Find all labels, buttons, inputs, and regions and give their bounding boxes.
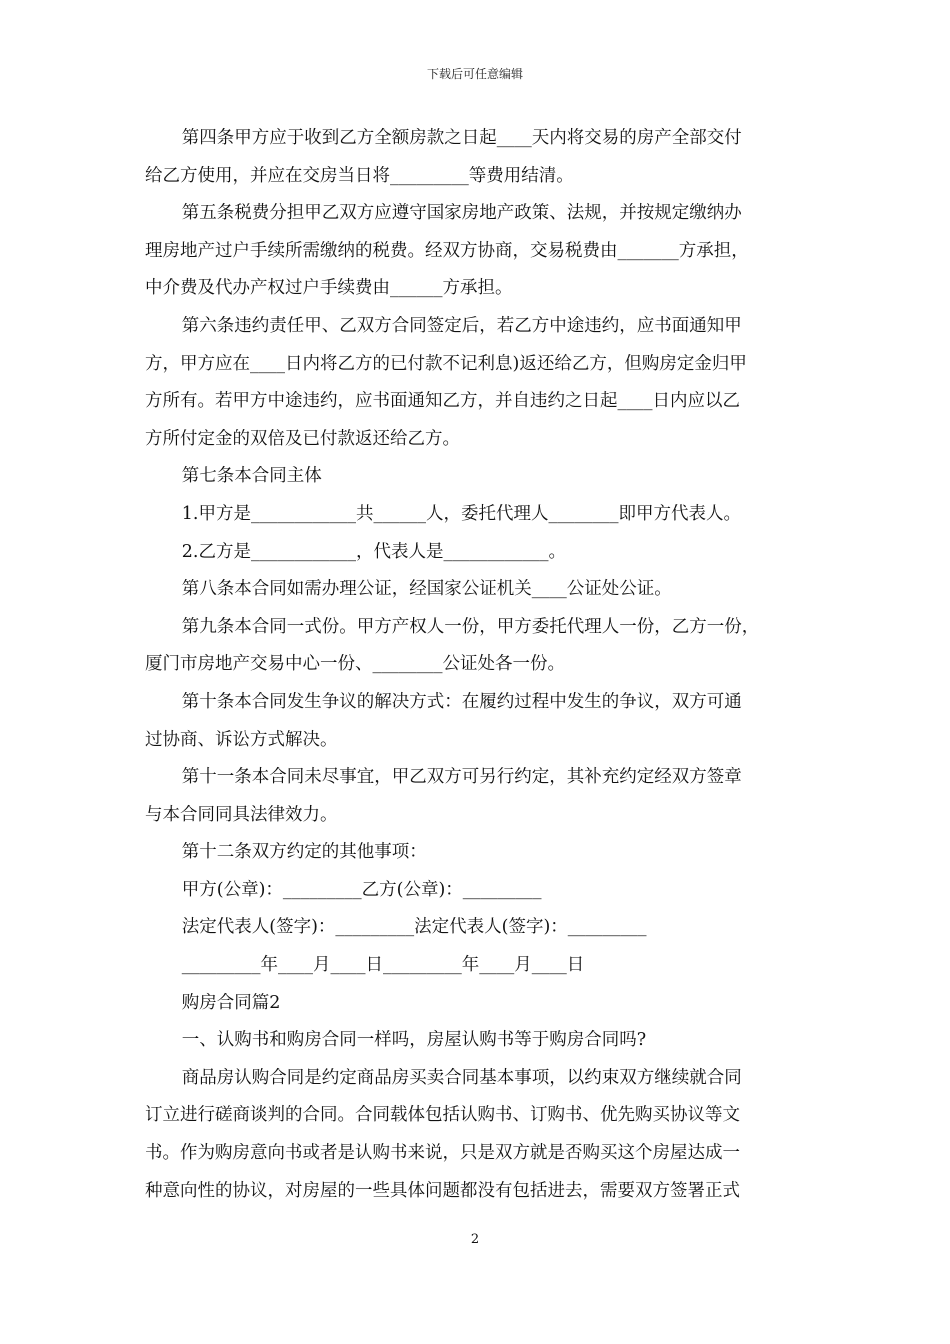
paragraph-party-b <box>145 534 809 572</box>
text-line: 过协商、诉讼方式解决。 <box>145 729 338 750</box>
text-line: 第九条本合同一式份。甲方产权人一份，甲方委托代理人一份，乙方一份， <box>181 616 760 637</box>
text-line: 理房地产过户手续所需缴纳的税费。经双方协商，交易税费由_______方承担， <box>145 240 749 261</box>
paragraph-party-a <box>145 496 809 534</box>
text-line: 法定代表人(签字)：_________法定代表人(签字)：_________ <box>181 917 647 938</box>
text-line: 第十条本合同发生争议的解决方式：在履约过程中发生的争议，双方可通 <box>181 691 742 712</box>
text-line: 方，甲方应在____日内将乙方的已付款不记利息)返还给乙方，但购房定金归甲 <box>145 353 747 374</box>
text-line: 方所付定金的双倍及已付款返还给乙方。 <box>145 428 460 449</box>
paragraph-article-10 <box>145 684 809 759</box>
text-line: 第十二条双方约定的其他事项： <box>181 842 427 863</box>
text-line: 第四条甲方应于收到乙方全额房款之日起____天内将交易的房产全部交付 <box>181 128 742 148</box>
text-line: 1.甲方是____________共______人，委托代理人________即甲方代表人。 <box>181 503 741 524</box>
text-line: 种意向性的协议，对房屋的一些具体问题都没有包括进去，需要双方签署正式 <box>145 1180 740 1201</box>
paragraph-article-6 <box>145 308 809 458</box>
text-line: 给乙方使用，并应在交房当日将_________等费用结清。 <box>145 165 574 186</box>
text-line: 第六条违约责任甲、乙双方合同签定后，若乙方中途违约，应书面通知甲 <box>181 315 742 336</box>
text-line: 商品房认购合同是约定商品房买卖合同基本事项，以约束双方继续就合同 <box>181 1067 742 1088</box>
text-line: 第八条本合同如需办理公证，经国家公证机关____公证处公证。 <box>181 579 672 600</box>
text-line: _________年____月____日_________年____月____日 <box>181 955 585 976</box>
paragraph-article-8 <box>145 571 809 609</box>
paragraph-article-4 <box>145 120 809 195</box>
subsection-heading <box>145 1022 809 1060</box>
text-line: 2.乙方是____________，代表人是____________。 <box>181 541 566 562</box>
text-line: 厦门市房地产交易中心一份、________公证处各一份。 <box>145 654 565 675</box>
paragraph-article-5 <box>145 195 809 308</box>
text-line: 方所有。若甲方中途违约，应书面通知乙方，并自违约之日起____日内应以乙 <box>145 391 740 412</box>
page-number: 2 <box>470 1232 480 1247</box>
text-line: 购房合同篇2 <box>181 992 281 1013</box>
section-heading <box>145 985 809 1023</box>
text-line: 书。作为购房意向书或者是认购书来说，只是双方就是否购买这个房屋达成一 <box>145 1143 740 1164</box>
text-line: 中介费及代办产权过户手续费由______方承担。 <box>145 278 513 299</box>
text-line: 订立进行磋商谈判的合同。合同载体包括认购书、订购书、优先购买协议等文 <box>145 1105 740 1126</box>
paragraph-article-11 <box>145 759 809 834</box>
text-line: 一、认购书和购房合同一样吗，房屋认购书等于购房合同吗? <box>181 1030 647 1051</box>
text-line: 与本合同同具法律效力。 <box>145 804 338 825</box>
signature-date-line <box>145 947 809 985</box>
paragraph-article-12 <box>145 834 809 872</box>
signature-representative-line <box>145 909 809 947</box>
page-header: 下载后可任意编辑 <box>426 67 523 81</box>
text-line: 第七条本合同主体 <box>181 466 322 487</box>
paragraph-article-9 <box>145 609 809 684</box>
paragraph-article-7 <box>145 458 809 496</box>
document-body <box>145 120 809 1210</box>
text-line: 第十一条本合同未尽事宜，甲乙双方可另行约定，其补充约定经双方签章 <box>181 767 742 788</box>
signature-seal-line <box>145 872 809 910</box>
paragraph-subscription-contract <box>145 1060 809 1210</box>
text-line: 第五条税费分担甲乙双方应遵守国家房地产政策、法规，并按规定缴纳办 <box>181 203 742 224</box>
text-line: 甲方(公章)：_________乙方(公章)：_________ <box>181 879 542 900</box>
